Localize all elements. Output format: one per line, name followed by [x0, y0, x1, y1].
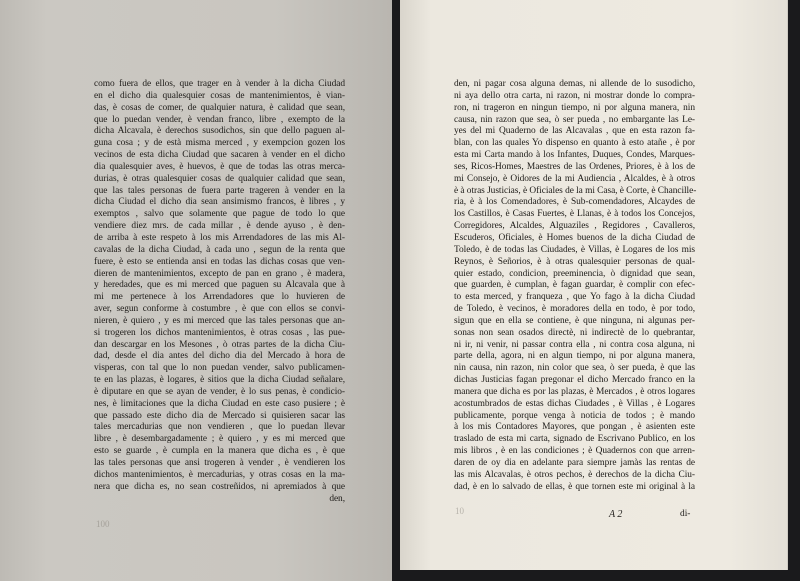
text-line: traslado de esta mi carta, signado de Escrivano Publico, en los — [454, 434, 695, 445]
text-line: los Castillos, è Casas Fuertes, è Llanas, è à todos los Concejos, — [454, 209, 695, 220]
text-line: si trogeren los dichos mantenimientos, è otras cosas , las pue- — [94, 327, 345, 338]
text-line: esto se guarde , è cumpla en la manera que dicha es , è que — [94, 446, 345, 457]
text-line: aver, segun conforme à costumbre , è que con ellos se convi- — [94, 304, 345, 315]
text-line: dieren de mantenimientos, excepto de pan en grano , è madera, — [94, 268, 345, 279]
text-line: vendiere diez mrs. de cada millar , è dende ayuso , è den- — [94, 221, 345, 232]
text-line: de arriba à este respeto à los mis Arrendadores de las mis Al- — [94, 232, 345, 243]
left-page-text — [94, 79, 345, 505]
text-line: causa, nin razon que sea, ò ser pueda , no embargante las Le- — [454, 114, 695, 125]
text-line: sonas non sean osados directè, ni indirectè de lo quebrantar, — [454, 327, 695, 338]
text-line: blan, con las quales Yo dispenso en quanto à esto atañe , è por — [454, 138, 695, 149]
text-line: vecinos de esta dicha Ciudad que sacaren à vender en el dicho — [94, 150, 345, 161]
text-line: mi me pertenece à los Arrendadores que lo huvieren de — [94, 292, 345, 303]
text-line: las tales personas que ansi trogeren à vender , è vendieren los — [94, 458, 345, 468]
text-line: nera que dicha es, no sean costreñidos, ni apremiados à que — [94, 481, 345, 492]
text-line: parte della, agora, ni en algun tiempo, ni por alguna manera, — [454, 351, 695, 362]
text-line: quier estado, condicion, preeminencia, ò dignidad que sean, — [454, 268, 695, 279]
signature-mark: A 2 — [609, 509, 623, 520]
text-line: exemptos , salvo que solamente que pague de todo lo que — [94, 209, 345, 220]
text-line: que passado este dicho dia de Mercado si quisieren sacar las — [94, 410, 345, 421]
text-line: fuere, è esto se entienda ansi en todas las dichas cosas que ven- — [94, 256, 345, 267]
right-page-text — [454, 79, 695, 494]
text-line: y heredades, que es mi merced que paguen su Alcavala que à — [94, 280, 345, 291]
text-line: dad, è en lo salvado de ellas, è que tornen este mi original à la — [454, 481, 695, 492]
text-line: que lo puedan vender, è vendan franco, libre , exempto de la — [94, 114, 345, 125]
text-line: mis libros , è en las condiciones ; è Quadernos con que arren- — [454, 446, 695, 457]
text-line: à los mis Contadores Mayores, que pongan , è asienten este — [454, 422, 695, 433]
text-line: den, ni pagar cosa alguna demas, ni allende de lo susodicho, — [454, 79, 695, 89]
text-line: mi Consejo, è Oidores de la mi Audiencia , Alcaldes, è à otros — [454, 173, 695, 184]
text-line: nes, è limitaciones que la dicha Ciudad en este caso pusiere ; è — [94, 398, 345, 409]
left-folio-note: 100 — [96, 519, 110, 529]
text-line: das, è cosas de comer, de qualquier natura, è calidad que sean, — [94, 102, 345, 113]
catchword: di- — [680, 509, 691, 519]
text-line: ron, ni trageron en ningun tiempo, ni por alguna manera, nin — [454, 102, 695, 113]
text-line: den, — [329, 493, 345, 504]
text-line: las mis Alcavalas, è otros pechos, è derechos de la dicha Ciu- — [454, 469, 695, 480]
text-line: de Toledo, è vecinos, è moradores della en todo, è por todo, — [454, 304, 695, 315]
text-line: dad, desde el dia antes del dicho dia del Mercado à hora de — [94, 351, 345, 362]
text-line: acostumbrados de estas dichas Ciudades , è Villas , è Logares — [454, 398, 695, 409]
text-line: ria, è à los Comendadores, è Sub-comendadores, Alcaydes de — [454, 197, 695, 208]
text-line: nin causa, nin razon, nin color que sea, ò ser pueda, è que las — [454, 363, 695, 374]
text-line: daren de oy dia en adelante para siempre jamàs las rentas de — [454, 458, 695, 468]
text-line: te en las plazas, è logares, è sitios que la dicha Ciudad señalare, — [94, 375, 345, 386]
text-line: è à otras Justicias, è Oficiales de la mi Casa, è Corte, è Chancille- — [454, 185, 697, 196]
text-line: cavalas de la dicha Ciudad, à cada uno , segun de la renta que — [94, 244, 345, 255]
text-line: como fuera de ellos, que trager en à vender à la dicha Ciudad — [94, 79, 345, 89]
text-line: manera que dicha es por las plazas, è Mercados , è otros logares — [454, 386, 695, 397]
text-line: Escuderos, Oficiales, è Homes buenos de la dicha Ciudad de — [454, 232, 695, 243]
right-folio-note: 10 — [455, 506, 464, 516]
text-line: publicamente, porque venga à noticia de todos ; è mando — [454, 410, 695, 421]
text-line: ni aya dello otra carta, ni razon, ni mostrar donde lo compra- — [454, 90, 695, 101]
text-line: sigun que en ella se contiene, è que ninguna, ni algunas per- — [454, 315, 695, 326]
text-line: Reynos, è Señorios, è à otras qualesquier personas de qual- — [454, 256, 695, 267]
text-line: guna cosa ; y de està misma merced , y exempcion gozen los — [94, 138, 345, 149]
text-line: dichas Justicias fagan pregonar el dicho Mercado franco en la — [454, 375, 695, 386]
text-line: libre , è desembargadamente ; è quiero , y es mi merced que — [94, 434, 345, 445]
text-line: que guarden, è cumplan, è fagan guardar, è complir con efec- — [454, 280, 695, 291]
text-line: dia qualesquier aves, è huevos, è que de todas las otras merca- — [94, 161, 345, 172]
text-line: è diputare en que se ayan de vender, è lo sus penas, è condicio- — [94, 386, 345, 397]
text-line: Corregidores, Alcaldes, Alguaziles , Regidores , Cavalleros, — [454, 221, 695, 232]
text-line: esta mi Carta mando à los Infantes, Duques, Condes, Marques- — [454, 150, 695, 161]
text-line: dicha Ciudad el dicho dia sean ansimismo francos, è libres , y — [94, 197, 345, 208]
text-line: durias, è otras qualesquier cosas de qualquier calidad que sean, — [94, 173, 345, 184]
text-line: tales mercadurias que non vendieren , que lo puedan llevar — [94, 422, 345, 433]
text-line: visperas, con tal que lo non puedan vender, salvo publicamen- — [94, 363, 345, 374]
text-line: dicha Alcavala, è derechos susodichos, sin que dello paguen al- — [94, 126, 345, 137]
text-line: Toledo, è de todas las Ciudades, è Villas, è Logares de los mis — [454, 244, 695, 255]
text-line: to esta merced, y franqueza , que Yo fago à la dicha Ciudad — [454, 292, 695, 303]
text-line: en el dicho dia qualesquier cosas de mantenimientos, è vian- — [94, 90, 345, 101]
book-gutter — [392, 0, 400, 581]
text-line: ses, Ricos-Homes, Maestres de las Ordenes, Priores, è à los de — [454, 161, 695, 172]
text-line: dan descargar en los Mesones , ò otras partes de la dicha Ciu- — [94, 339, 345, 350]
text-line: dichos mantenimientos, è mercadurias, y otras cosas en la ma- — [94, 469, 345, 480]
text-line: que las tales personas de fuera parte trageren à vender en la — [94, 185, 345, 196]
text-line: nieren, è quiero , y es mi merced que las tales personas que an- — [94, 315, 345, 326]
text-line: yes del mi Quaderno de las Alcavalas , que en esta razon fa- — [454, 126, 695, 137]
text-line: ni ir, ni venir, ni passar contra ella , ni contra cosa alguna, ni — [454, 339, 695, 350]
